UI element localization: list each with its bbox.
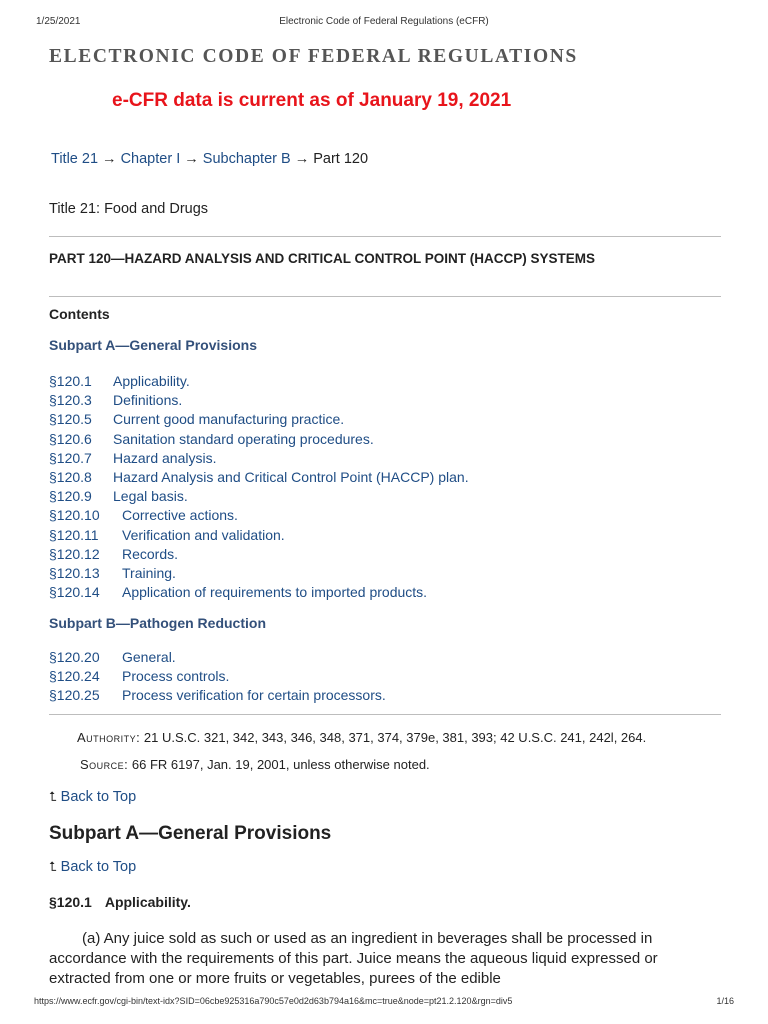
- toc-section-title: Verification and validation.: [122, 526, 285, 543]
- print-page-number: 1/16: [716, 996, 734, 1006]
- section-paragraph: (a) Any juice sold as such or used as an ingredient in beverages shall be processed in accordance with the requirements of this part. Juice means the aqueous liquid expressed or extracted from one or more fruits or vegetables, purees of the edible: [49, 930, 658, 987]
- print-footer: [34, 996, 734, 1010]
- divider: [49, 296, 721, 297]
- source-label: Source:: [80, 757, 129, 772]
- toc-section-number: §120.7: [49, 449, 92, 466]
- up-arrow-icon: ⮤: [49, 789, 57, 804]
- toc-item[interactable]: [49, 564, 469, 583]
- toc-item[interactable]: [49, 583, 469, 602]
- divider: [49, 236, 721, 237]
- toc-section-title: Current good manufacturing practice.: [113, 411, 345, 428]
- toc-section-number: §120.9: [49, 488, 92, 505]
- toc-section-number: §120.13: [49, 564, 100, 581]
- toc-section-number: §120.20: [49, 649, 100, 665]
- print-page-title: Electronic Code of Federal Regulations (eCFR): [279, 16, 489, 27]
- section-heading: [49, 894, 191, 910]
- toc-section-number: §120.6: [49, 430, 92, 447]
- toc-section-title: Records.: [122, 545, 179, 562]
- back-to-top-label: Back to Top: [60, 859, 137, 875]
- toc-section-number: §120.10: [49, 507, 100, 524]
- page-content: [49, 44, 721, 987]
- subpart-b-toc-heading: Subpart B—Pathogen Reduction: [49, 615, 266, 631]
- title-line: Title 21: Food and Drugs: [49, 201, 209, 217]
- section-title: Applicability.: [104, 894, 191, 910]
- toc-section-number: §120.12: [49, 545, 100, 562]
- toc-section-number: §120.5: [49, 411, 92, 428]
- authority-label: Authority:: [77, 730, 141, 745]
- toc-section-title: General.: [122, 649, 176, 665]
- breadcrumb-separator: →: [294, 151, 314, 167]
- toc-section-number: §120.25: [49, 687, 100, 704]
- subpart-a-title: Subpart A—General Provisions: [49, 823, 332, 844]
- toc-section-number: §120.24: [49, 668, 100, 685]
- toc-section-number: §120.1: [49, 373, 92, 389]
- breadcrumb-subchapter-b[interactable]: Subchapter B: [202, 151, 291, 167]
- print-header: [36, 16, 732, 30]
- authority-text: 21 U.S.C. 321, 342, 343, 346, 348, 371, 374, 379e, 381, 393; 42 U.S.C. 241, 242l, 264.: [143, 730, 647, 745]
- site-title: ELECTRONIC CODE OF FEDERAL REGULATIONS: [49, 46, 578, 67]
- divider: [49, 714, 721, 715]
- toc-section-title: Training.: [122, 564, 176, 581]
- toc-item[interactable]: [49, 468, 469, 487]
- toc-item[interactable]: [49, 526, 469, 545]
- toc-item[interactable]: [49, 686, 386, 705]
- breadcrumb-current: Part 120: [313, 151, 369, 167]
- subpart-a-toc-heading: Subpart A—General Provisions: [49, 337, 257, 353]
- toc-section-title: Definitions.: [113, 392, 183, 409]
- toc-section-title: Sanitation standard operating procedures.: [113, 430, 374, 447]
- toc-section-title: Hazard Analysis and Critical Control Point (HACCP) plan.: [113, 468, 469, 485]
- print-date: 1/25/2021: [36, 16, 81, 27]
- breadcrumb-title-21[interactable]: Title 21: [51, 151, 99, 167]
- current-as-of-notice: e-CFR data is current as of January 19, 2021: [112, 90, 512, 111]
- source-text: 66 FR 6197, Jan. 19, 2001, unless otherwise noted.: [131, 757, 430, 772]
- toc-item[interactable]: [49, 372, 469, 391]
- breadcrumb: [51, 151, 368, 167]
- contents-label: Contents: [49, 306, 110, 322]
- back-to-top-label: Back to Top: [60, 789, 137, 805]
- breadcrumb-separator: →: [184, 151, 203, 167]
- subpart-b-toc: [49, 648, 386, 706]
- breadcrumb-chapter-i[interactable]: Chapter I: [120, 151, 181, 167]
- toc-section-title: Applicability.: [113, 373, 190, 389]
- toc-section-title: Process verification for certain processors.: [122, 687, 386, 704]
- toc-item[interactable]: [49, 648, 386, 667]
- toc-section-title: Legal basis.: [113, 488, 188, 505]
- toc-section-title: Hazard analysis.: [113, 449, 217, 466]
- back-to-top-link[interactable]: [49, 859, 136, 875]
- toc-section-number: §120.14: [49, 584, 100, 601]
- toc-item[interactable]: [49, 545, 469, 564]
- toc-section-number: §120.11: [49, 526, 99, 543]
- authority-note: [77, 730, 646, 745]
- source-note: [80, 757, 430, 772]
- toc-item[interactable]: [49, 487, 469, 506]
- toc-section-title: Application of requirements to imported products.: [122, 584, 428, 601]
- toc-item[interactable]: [49, 506, 469, 525]
- toc-item[interactable]: [49, 430, 469, 449]
- toc-item[interactable]: [49, 410, 469, 429]
- toc-section-title: Process controls.: [122, 668, 230, 685]
- toc-item[interactable]: [49, 667, 386, 686]
- section-number: §120.1: [49, 894, 92, 910]
- toc-item[interactable]: [49, 449, 469, 468]
- back-to-top-link[interactable]: [49, 789, 136, 805]
- subpart-a-toc: [49, 372, 469, 602]
- toc-section-number: §120.8: [49, 468, 92, 485]
- breadcrumb-separator: →: [102, 151, 121, 167]
- up-arrow-icon: ⮤: [49, 859, 57, 874]
- toc-item[interactable]: [49, 391, 469, 410]
- print-url: https://www.ecfr.gov/cgi-bin/text-idx?SID=06cbe925316a790c57e0d2d63b794a16&mc=true&node=pt21.2.120&rgn=div5: [34, 996, 513, 1006]
- toc-section-number: §120.3: [49, 392, 92, 409]
- toc-section-title: Corrective actions.: [122, 507, 238, 524]
- part-heading: PART 120—HAZARD ANALYSIS AND CRITICAL CONTROL POINT (HACCP) SYSTEMS: [49, 251, 596, 266]
